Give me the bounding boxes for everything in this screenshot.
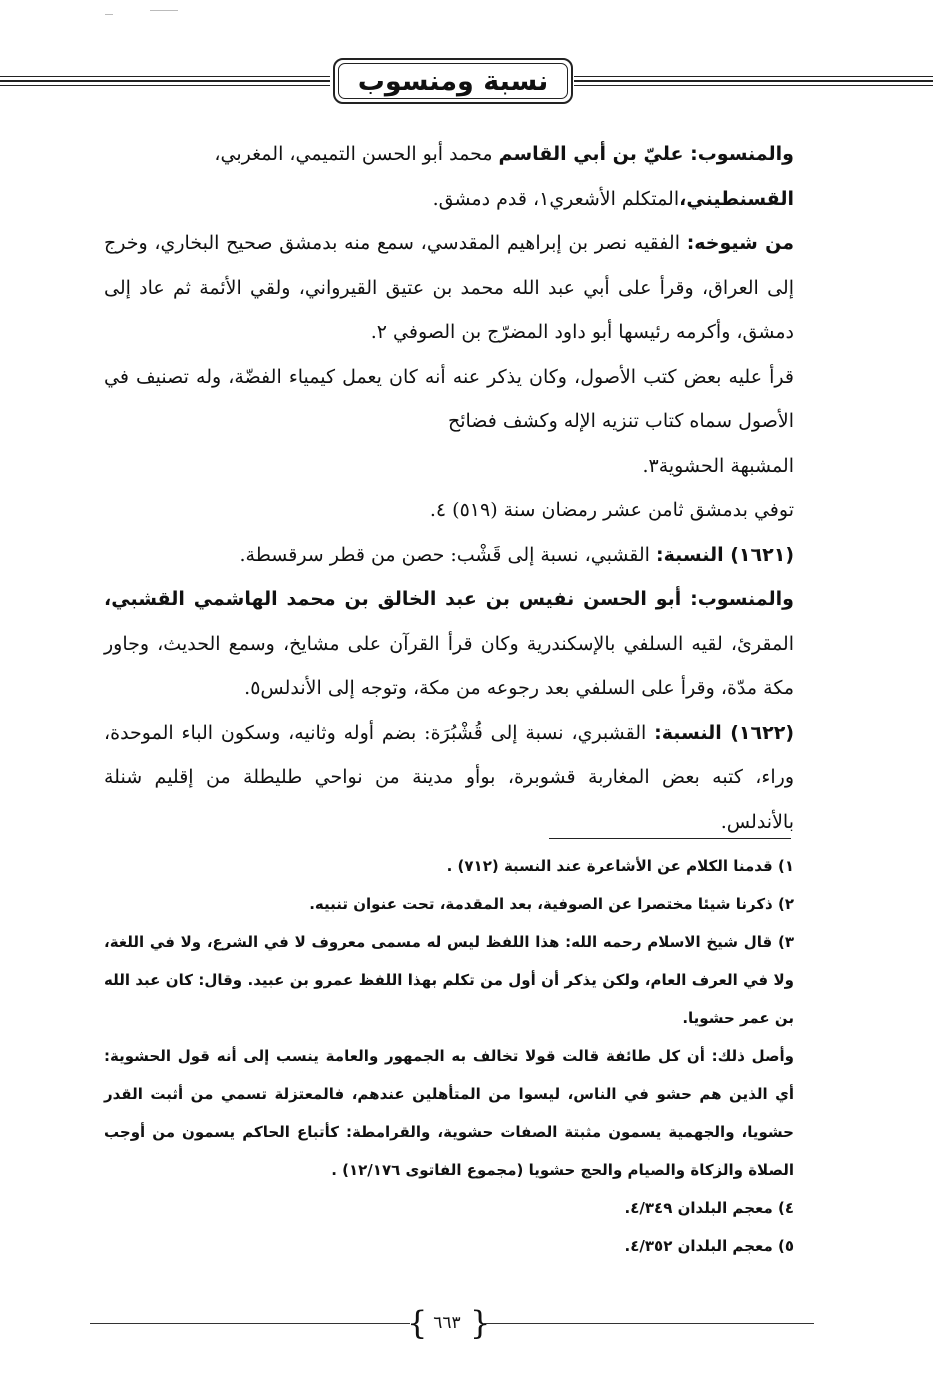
paragraph: (١٦٢٢) النسبة: القشبري، نسبة إلى قُشْبُرَة: بضم أوله وثانيه، وسكون الباء الموحدة، وراء، كتبه بعض المغاربة قشوبرة، بوأو مدينة من نواحي طليطلة من إقليم شنلة بالأندلس.: [104, 721, 794, 833]
paragraph: من شيوخه: الفقيه نصر بن إبراهيم المقدسي، سمع منه بدمشق صحيح البخاري، وخرج إلى العراق، وقرأ على أبي عبد الله محمد بن عتيق القيرواني، ولقي الأئمة ثم عاد إلى دمشق، وأكرمه رئيسها أبو داود المضرّج بن الصوفي ٢.: [104, 232, 794, 343]
paragraph: القسنطيني،المتكلم الأشعري١، قدم دمشق.: [432, 187, 794, 210]
header-rule-left: [0, 76, 330, 86]
header-title-frame: [333, 58, 573, 104]
page-number-rule: [90, 1323, 410, 1324]
footnote: ٥) معجم البلدان ٤/٣٥٢.: [624, 1237, 794, 1255]
header-rule-right: [574, 76, 933, 86]
scan-speck: [105, 14, 113, 15]
paragraph: توفي بدمشق ثامن عشر رمضان سنة (٥١٩) ٤.: [429, 499, 794, 521]
brace-icon: }: [407, 1304, 428, 1342]
paragraph: والمنسوب: أبو الحسن نفيس بن عبد الخالق بن محمد الهاشمي القشبي، المقرئ، لقيه السلفي بالإسكندرية وكان قرأ القرآن على مشايخ، وسمع الحديث، وجاور مكة مدّة، وقرأ على السلفي بعد رجوعه من مكة، وتوجه إلى الأندلس٥.: [104, 588, 794, 699]
footnote: ٣) قال شيخ الاسلام رحمه الله: هذا اللفظ ليس له مسمى معروف لا في الشرع، ولا في اللغة، ولا في العرف العام، ولكن يذكر أن أول من تكلم بهذا اللفظ عمرو بن عبيد. وقال: كان عبد الله بن عمر حشويا.: [104, 933, 794, 1027]
footnote-separator: [549, 838, 791, 839]
paragraph: قرأ عليه بعض كتب الأصول، وكان يذكر عنه أنه كان يعمل كيمياء الفضّة، وله تصنيف في الأصول سماه كتاب تنزيه الإله وكشف فضائح: [104, 365, 794, 432]
footnotes: [104, 847, 794, 1265]
page-number: ٦٦٣: [433, 1313, 461, 1333]
main-text: [104, 132, 794, 844]
paragraph: المشبهة الحشوية٣.: [642, 454, 794, 477]
footnote: ١) قدمنا الكلام عن الأشاعرة عند النسبة (٧١٢) .: [446, 857, 794, 875]
page-number-rule: [484, 1323, 814, 1324]
footnote: ٤) معجم البلدان ٤/٣٤٩.: [624, 1199, 794, 1217]
scan-speck: [150, 10, 178, 11]
paragraph: والمنسوب: عليّ بن أبي القاسم محمد أبو الحسن التميمي، المغربي،: [214, 143, 794, 165]
footnote: ٢) ذكرنا شيئا مختصرا عن الصوفية، بعد المقدمة، تحت عنوان تنبيه.: [309, 895, 794, 913]
brace-icon: {: [470, 1304, 491, 1342]
paragraph: (١٦٢١) النسبة: القشبي، نسبة إلى قَشْب: حصن من قطر سرقسطة.: [239, 543, 794, 566]
header-title: نسبة ومنسوب: [357, 66, 549, 97]
footnote: وأصل ذلك: أن كل طائفة قالت قولا تخالف به الجمهور والعامة ينسب إلى أنه قول الحشوية: أي الذين هم حشو في الناس، ليسوا من المتأهلين عندهم، فالمعتزلة تسمي من أثبت القدر حشويا، والجهمية يسمون مثبتة الصفات حشوية، والقرامطة: كأتباع الحاكم يسمون من أوجب الصلاة والزكاة والصيام والحج حشويا (مجموع الفاتوى ١٢/١٧٦) .: [104, 1047, 794, 1179]
running-header: [0, 58, 933, 108]
page-number-block: [0, 1305, 933, 1345]
